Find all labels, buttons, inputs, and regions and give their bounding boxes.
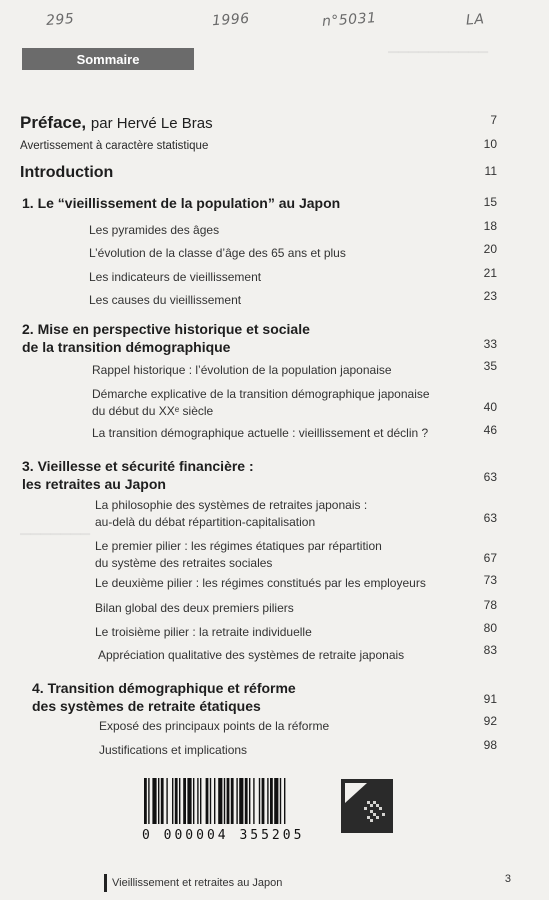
preface-title: Préface, [20, 113, 87, 132]
page-number: 11 [484, 164, 497, 178]
page-number: 73 [483, 573, 497, 587]
page-number: 46 [483, 423, 497, 437]
chapter-title-line-2: des systèmes de retraite étatiques [32, 698, 261, 714]
item-title-line-2: au-delà du débat répartition-capitalisation [95, 515, 316, 529]
item-title: Les pyramides des âges [89, 223, 220, 237]
page-number: 67 [483, 551, 497, 565]
item-title: Justifications et implications [99, 743, 248, 757]
barcode-bar [166, 778, 167, 824]
page-number: 21 [483, 266, 497, 280]
chapter-title-line-2: de la transition démographique [22, 339, 231, 355]
pencil-note: n°5031 [321, 10, 378, 30]
barcode-bar [262, 778, 265, 824]
barcode-bar [231, 778, 234, 824]
page-number: 91 [483, 692, 497, 706]
barcode-bar [152, 778, 156, 824]
barcode-bar [161, 778, 164, 824]
item-title: L’évolution de la classe d’âge des 65 ans et plus [89, 246, 346, 260]
barcode-bar [284, 778, 285, 824]
barcode-bar [179, 778, 180, 824]
entry-title: Introduction [20, 164, 114, 181]
barcode-bar [197, 778, 198, 824]
chapter-title: 1. Le “vieillissement de la population” au Japon [22, 195, 341, 211]
item-title: Appréciation qualitative des systèmes de retraite japonais [98, 648, 405, 662]
item-title-line-2: du système des retraites sociales [95, 556, 273, 570]
item-title: Le premier pilier : les régimes étatiques par répartition [95, 539, 382, 553]
barcode-bar [239, 778, 243, 824]
barcode-bar [193, 778, 194, 824]
sommaire-banner [22, 48, 194, 70]
barcode-bar [270, 778, 273, 824]
chapter-title: 2. Mise en perspective historique et sociale [22, 321, 310, 337]
page-number: 98 [483, 738, 497, 752]
page-number: 78 [483, 598, 497, 612]
running-title: Vieillissement et retraites au Japon [112, 877, 283, 889]
pencil-note: 1996 [211, 10, 251, 30]
item-title: Exposé des principaux points de la réforme [99, 719, 330, 733]
page-number: 63 [483, 511, 497, 525]
footer-rule [104, 874, 107, 892]
barcode-bar [259, 778, 260, 824]
barcode-bar [267, 778, 268, 824]
barcode-bar [158, 778, 159, 824]
page-number: 23 [483, 289, 497, 303]
chapter-title: 4. Transition démographique et réforme [32, 680, 296, 696]
barcode-bar [249, 778, 250, 824]
page-number: 83 [483, 643, 497, 657]
entry-title: Avertissement à caractère statistique [20, 140, 209, 152]
barcode-digits: 0 000004 355205 [142, 828, 305, 843]
item-title: Démarche explicative de la transition démographique japonaise [92, 387, 430, 401]
library-stamp-logo [341, 779, 393, 838]
barcode-bar [172, 778, 173, 824]
pencil-note: 295 [45, 11, 75, 29]
barcode-bar [200, 778, 201, 824]
page-number: 18 [483, 219, 497, 233]
barcode-bar [214, 778, 215, 824]
page-number: 33 [483, 337, 497, 351]
barcode-bar [280, 778, 281, 824]
preface-author: par Hervé Le Bras [90, 115, 213, 132]
page-number: 15 [483, 195, 497, 209]
item-title: La transition démographique actuelle : vieillissement et déclin ? [92, 426, 429, 440]
barcode-bar [210, 778, 211, 824]
page-number: 80 [483, 621, 497, 635]
page-number: 20 [483, 242, 497, 256]
folio: 3 [504, 873, 511, 885]
page-number: 10 [483, 137, 497, 151]
barcode-bar [236, 778, 237, 824]
show-through-text: ▁▁▁▁▁▁▁▁▁▁ [388, 38, 488, 53]
barcode-bar [274, 778, 278, 824]
barcode-bar [183, 778, 186, 824]
barcode-bars [142, 778, 332, 826]
barcode-bar [227, 778, 230, 824]
barcode-bar [218, 778, 222, 824]
barcode-bar [253, 778, 254, 824]
page-number: 35 [483, 359, 497, 373]
page-title: Sommaire [76, 51, 140, 67]
page-number: 92 [483, 714, 497, 728]
barcode-bar [224, 778, 225, 824]
item-title: La philosophie des systèmes de retraites japonais : [95, 498, 368, 512]
barcode-bar [148, 778, 149, 824]
page-number: 7 [490, 113, 497, 127]
barcode-bar [206, 778, 209, 824]
item-title: Les causes du vieillissement [89, 293, 242, 307]
page-number: 63 [483, 470, 497, 484]
pencil-note: LA [465, 11, 485, 29]
barcode-bar [175, 778, 178, 824]
chapter-title-line-2: les retraites au Japon [22, 476, 166, 492]
barcode-bar [245, 778, 248, 824]
chapter-title: 3. Vieillesse et sécurité financière : [22, 458, 254, 474]
barcode-bar [187, 778, 191, 824]
item-title-line-2: du début du XXᵉ siècle [92, 404, 214, 418]
page-number: 40 [483, 400, 497, 414]
barcode-bar [144, 778, 147, 824]
item-title: Le troisième pilier : la retraite individuelle [95, 625, 312, 639]
item-title: Les indicateurs de vieillissement [89, 270, 262, 284]
item-title: Le deuxième pilier : les régimes constitués par les employeurs [95, 576, 426, 590]
item-title: Bilan global des deux premiers piliers [95, 601, 294, 615]
show-through-text: ▁▁▁▁▁▁▁ [20, 520, 90, 535]
item-title: Rappel historique : l’évolution de la population japonaise [92, 363, 392, 377]
